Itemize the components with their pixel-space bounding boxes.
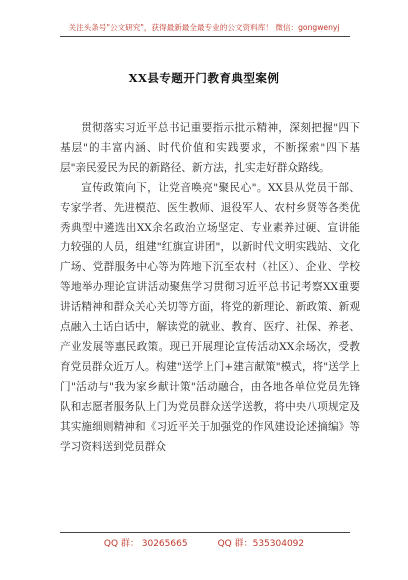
- footer-contact: [0, 536, 408, 549]
- header-divider: [60, 36, 350, 37]
- header-banner: 关注头条号"公文研究"，获得最新最全最专业的公文资料库！ 微信：gongwenyj: [68, 23, 340, 32]
- footer-divider: [60, 532, 350, 533]
- paragraph-intro: 贯彻落实习近平总书记重要指示批示精神，深刻把握"四下基层"的丰富内涵、时代价值和实践要求，不断探索"四下基层"亲民爱民为民的新路径、新方法，扎实走好群众路线。: [60, 122, 360, 174]
- paragraph-policy-publicity: 宣传政策向下，让党音唤亮"聚民心"。XX县从党员干部、专家学者、先进模范、医生教师、退役军人、农村乡贤等各类优秀典型中遴选出XX余名政治立场坚定、专业素养过硬、宣讲能力较强的人员，组建"红旗宣讲团"，以新时代文明实践站、文化广场、党群服务中心等为阵地下沉至农村（社区）、企业、学校等地举办理论宣讲活动聚焦学习贯彻习近平总书记考察XX重要讲话精神和群众关心关切等方面，将党的新理论、新政策、新观点融入土话白话中，解读党的就业、教育、医疗、社保、养老、产业发展等惠民政策。现已开展理论宣传活动XX余场次，受教育党员群众近万人。构建"送学上门+建言献策"模式，将"送学上门"活动与"我为家乡献计策"活动融合，由各地各单位党员先锋队和志愿者服务队上门为党员群众送学送教，将中央八项规定及其实施细则精神和《习近平关于加强党的作风建设论述摘编》等学习资料送到党员群众: [60, 181, 360, 453]
- document-title: XX县专题开门教育典型案例: [128, 71, 280, 85]
- footer-qq-group-1: QQ 群： 30265665: [103, 539, 188, 549]
- footer-qq-group-2: QQ 群：535304092: [217, 539, 305, 549]
- document-body: [60, 119, 360, 457]
